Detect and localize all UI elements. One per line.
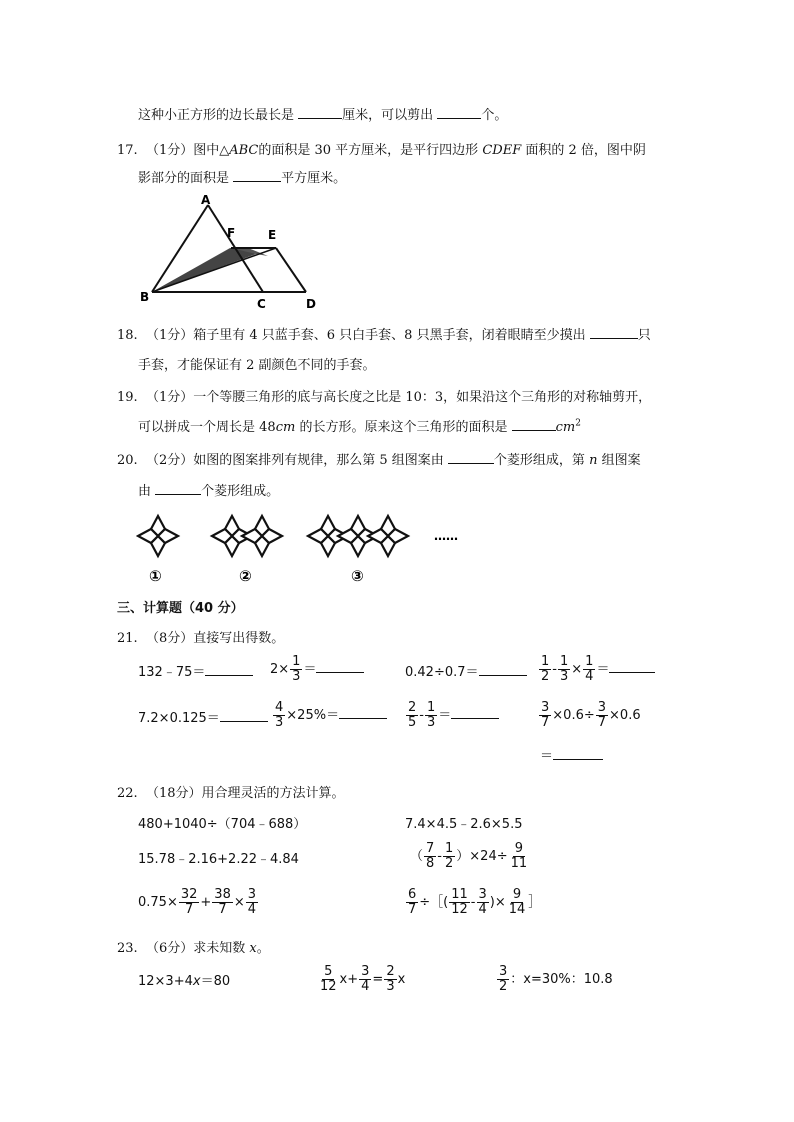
q20-line2: 由 个菱形组成。 <box>138 484 280 499</box>
group-label-2: ② <box>239 567 252 584</box>
answer-blank[interactable] <box>233 169 281 182</box>
answer-blank[interactable] <box>298 106 342 119</box>
q18-line1: 18. （1分）箱子里有 4 只蓝手套、6 只白手套、8 只黑手套，闭着眼睛至少摸出 只 <box>117 328 651 343</box>
answer-blank[interactable] <box>590 326 638 339</box>
answer-blank[interactable] <box>437 106 481 119</box>
q21-expr-7: $\frac{2}{5}$ - $\frac{1}{3}$ ＝ <box>405 701 499 730</box>
q23-heading: 23. （6分）求未知数 x。 <box>117 941 270 956</box>
label-B: B <box>140 290 150 304</box>
q21-expr-3: 0.42÷0.7＝ <box>405 661 527 680</box>
q23-equation-3: $\frac{3}{2}$ ：x=30%：10.8 <box>499 964 613 994</box>
rhombus-pattern-figure <box>136 508 476 584</box>
q21-expr-6: $\frac{4}{3}$ ×25%＝ <box>272 701 387 730</box>
q22-problem-4: （ $\frac{7}{8}$ - $\frac{1}{2}$ ）×24÷ $\frac{9}{11}$ <box>410 841 528 871</box>
q17-line2: 影部分的面积是 平方厘米。 <box>138 171 347 186</box>
answer-blank[interactable] <box>451 706 499 719</box>
answer-blank[interactable] <box>609 660 655 673</box>
label-C: C <box>257 297 266 311</box>
q19-line2: 可以拼成一个周长是 48cm 的长方形。原来这个三角形的面积是 $cm^2$ <box>138 418 581 435</box>
q21-expr-5: 7.2×0.125＝ <box>138 707 268 726</box>
answer-blank[interactable] <box>220 709 268 722</box>
q21-expr-8-result: ＝ <box>540 745 603 764</box>
q21-expr-8: $\frac{3}{7}$ ×0.6÷ $\frac{3}{7}$ ×0.6 <box>541 700 641 730</box>
answer-blank[interactable] <box>448 451 494 464</box>
q18-line2: 手套，才能保证有 2 副颜色不同的手套。 <box>138 358 376 373</box>
q22-problem-1: 480+1040÷（704﹣688） <box>138 817 307 832</box>
q17-line1: 17. （1分）图中△ABC的面积是 30 平方厘米，是平行四边形 CDEF 面积的 2 倍，图中阴 <box>117 143 646 158</box>
q22-problem-5: 0.75× $\frac{32}{7}$ + $\frac{38}{7}$ × $\frac{3}{4}$ <box>138 887 257 917</box>
q23-equation-1: 12×3+4x＝80 <box>138 974 231 989</box>
q21-heading: 21. （8分）直接写出得数。 <box>117 631 285 646</box>
label-D: D <box>306 297 316 311</box>
answer-blank[interactable] <box>512 418 556 431</box>
group-label-3: ③ <box>351 567 364 584</box>
q21-expr-2: 2× $\frac{1}{3}$ ＝ <box>270 655 364 684</box>
answer-blank[interactable] <box>205 663 253 676</box>
section-title: 三、计算题（40 分） <box>117 601 244 616</box>
q22-problem-6: $\frac{6}{7}$ ÷［( $\frac{11}{12}$ - $\frac{3}{4}$ )× $\frac{9}{14}$ ］ <box>408 887 542 917</box>
q20-line1: 20. （2分）如图的图案排列有规律，那么第 5 组图案由 个菱形组成，第 n 组图案 <box>117 453 641 468</box>
continuation-dots: …… <box>434 529 458 543</box>
label-F: F <box>227 226 236 240</box>
group-label-1: ① <box>149 567 162 584</box>
triangle-parallelogram-figure <box>136 192 336 312</box>
q22-problem-2: 7.4×4.5﹣2.6×5.5 <box>405 817 523 832</box>
answer-blank[interactable] <box>553 747 603 760</box>
q22-problem-3: 15.78﹣2.16+2.22﹣4.84 <box>138 852 299 867</box>
label-E: E <box>268 228 277 242</box>
answer-blank[interactable] <box>339 706 387 719</box>
q21-expr-1: 132﹣75＝ <box>138 661 253 680</box>
q16-tail: 这种小正方形的边长最长是 厘米，可以剪出 个。 <box>138 108 508 123</box>
label-A: A <box>201 193 211 207</box>
q21-expr-4: $\frac{1}{2}$ - $\frac{1}{3}$ × $\frac{1}{4}$ ＝ <box>538 655 655 684</box>
answer-blank[interactable] <box>155 482 201 495</box>
answer-blank[interactable] <box>479 663 527 676</box>
answer-blank[interactable] <box>316 660 364 673</box>
q22-heading: 22. （18分）用合理灵活的方法计算。 <box>117 786 345 801</box>
q23-equation-2: $\frac{5}{12}$ x+ $\frac{3}{4}$ = $\frac{2}{3}$ x <box>320 964 406 994</box>
q19-line1: 19. （1分）一个等腰三角形的底与高长度之比是 10：3，如果沿这个三角形的对称轴剪开， <box>117 390 652 405</box>
